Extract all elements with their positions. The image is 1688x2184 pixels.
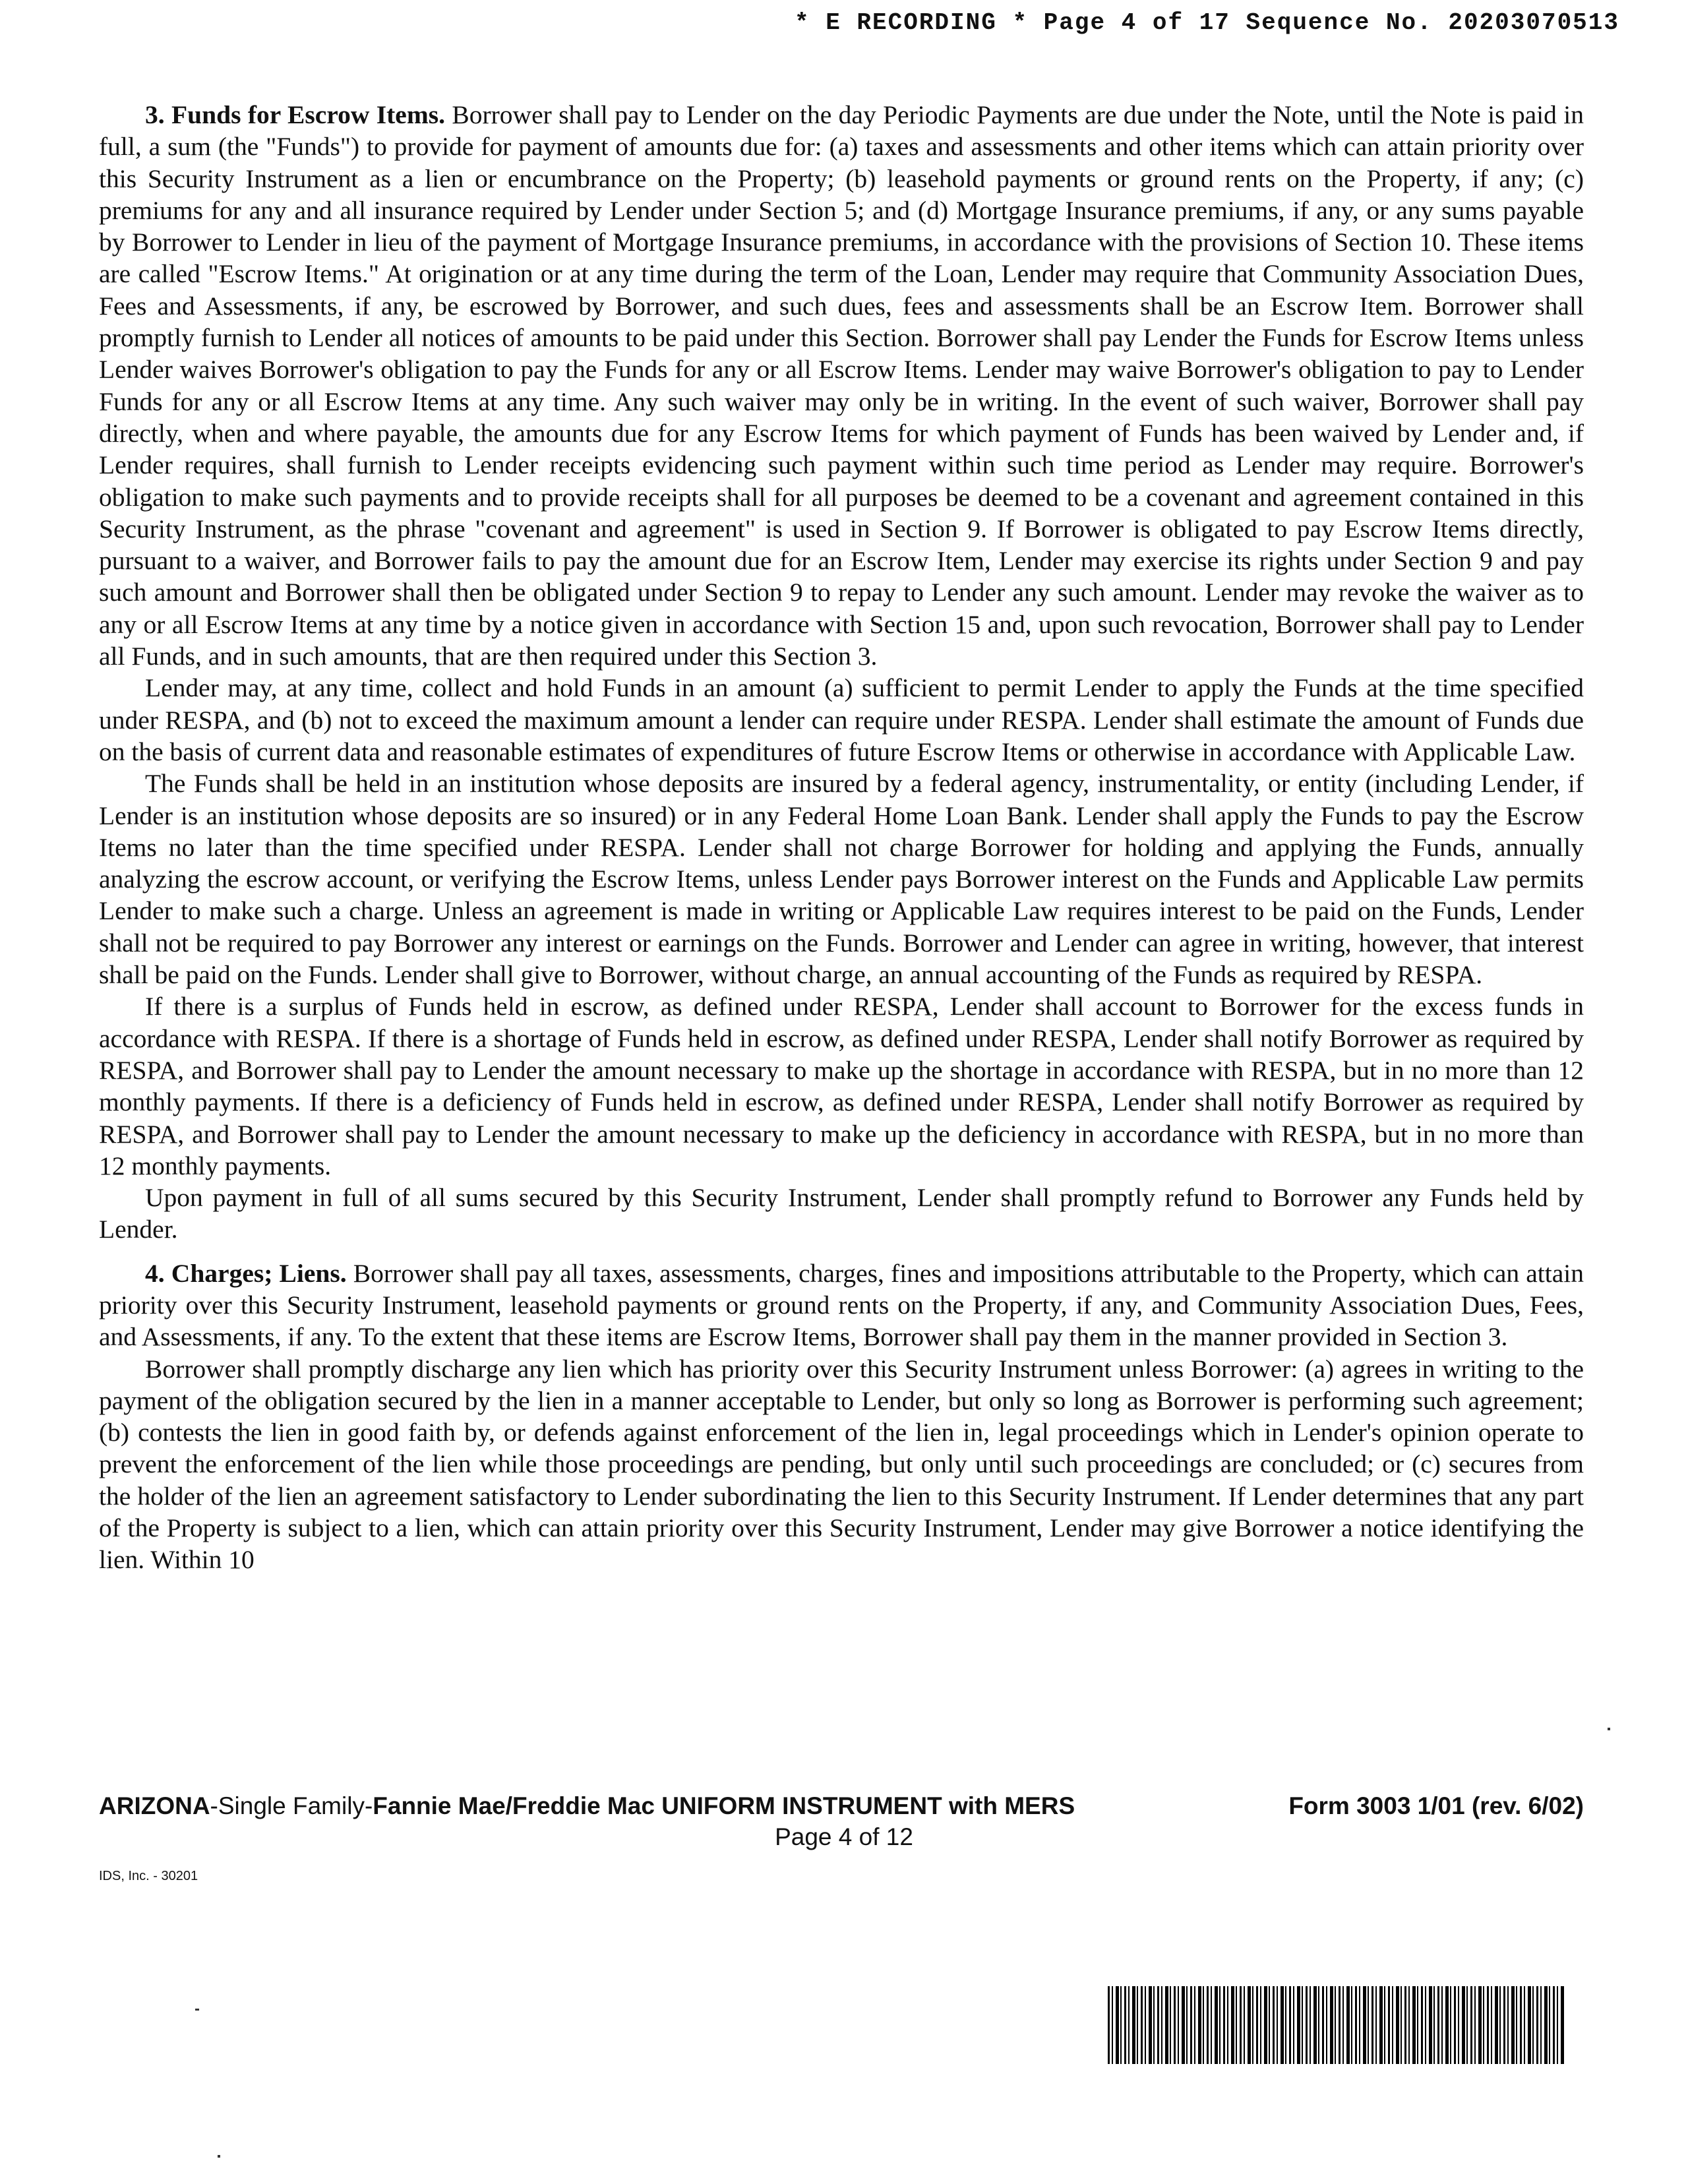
footer-page-number: Page 4 of 12 [775,1823,913,1850]
scan-speck [1608,1728,1610,1730]
section-3-paragraph-2: Lender may, at any time, collect and hold Funds in an amount (a) sufficient to permit Lender to apply the Funds at the time specified under RESPA, and (b) not to exceed the maximum amount a lender can require under RESPA. Lender shall estimate the amount of Funds due on the basis of current data and reasonable estimates of expenditures of future Escrow Items or otherwise in accordance with Applicable Law. [99,673,1584,766]
section-4-heading: 4. Charges; Liens. [145,1258,347,1288]
section-3-paragraph-3: The Funds shall be held in an institution whose deposits are insured by a federal agency, instrumentality, or entity (including Lender, if Lender is an institution whose deposits are so insured) or in any Federal Home Loan Bank. Lender shall apply the Funds to pay the Escrow Items no later than the time specified under RESPA. Lender shall not charge Borrower for holding and applying the Funds, annually analyzing the escrow account, or verifying the Escrow Items, unless Lender pays Borrower interest on the Funds and Applicable Law permits Lender to make such a charge. Unless an agreement is made in writing or Applicable Law requires interest to be paid on the Funds, Lender shall not be required to pay Borrower any interest or earnings on the Funds. Borrower and Lender can agree in writing, however, that interest shall be paid on the Funds. Lender shall give to Borrower, without charge, an annual accounting of the Funds as required by RESPA. [99,769,1584,990]
footer-instrument: Fannie Mae/Freddie Mac UNIFORM INSTRUMENT with MERS [373,1792,1075,1819]
barcode-graphic [1108,1986,1564,2064]
document-body [99,99,1584,1576]
section-4-paragraph-2: Borrower shall promptly discharge any lien which has priority over this Security Instrument unless Borrower: (a) agrees in writing to the payment of the obligation secured by the lien in a manner acceptable to Lender, but only so long as Borrower is performing such agreement; (b) contests the lien in good faith by, or defends against enforcement of the lien in, legal proceedings which in Lender's opinion operate to prevent the enforcement of the lien while those proceedings are pending, but only until such proceedings are concluded; or (c) secures from the holder of the lien an agreement satisfactory to Lender subordinating the lien to this Security Instrument. If Lender determines that any part of the Property is subject to a lien, which can attain priority over this Security Instrument, Lender may give Borrower a notice identifying the lien. Within 10 [99,1354,1584,1575]
footer-form-id: Form 3003 1/01 (rev. 6/02) [1288,1792,1584,1819]
footer-state: ARIZONA [99,1792,210,1819]
scan-speck [195,2009,199,2011]
footer-description: -Single Family- [210,1792,373,1819]
section-3-heading: 3. Funds for Escrow Items. [145,100,445,129]
section-4-text-1: Borrower shall pay all taxes, assessments, charges, fines and impositions attributable to the Property, which can attain priority over this Security Instrument, leasehold payments or ground rents on the Property, if any, and Community Association Dues, Fees, and Assessments, if any. To the extent that these items are Escrow Items, Borrower shall pay them in the manner provided in Section 3. [99,1258,1584,1352]
vendor-code: IDS, Inc. - 30201 [99,1869,198,1883]
section-4-paragraph-1 [99,1258,1584,1353]
section-3-paragraph-1 [99,99,1584,672]
scan-speck [218,2155,220,2158]
recording-header: * E RECORDING * Page 4 of 17 Sequence No. 20203070513 [795,9,1619,36]
section-3-text-1: Borrower shall pay to Lender on the day Periodic Payments are due under the Note, until the Note is paid in full, a sum (the "Funds") to provide for payment of amounts due for: (a) taxes and assessments and other items which can attain priority over this Security Instrument as a lien or encumbrance on the Property; (b) leasehold payments or ground rents on the Property, if any; (c) premiums for any and all insurance required by Lender under Section 5; and (d) Mortgage Insurance premiums, if any, or any sums payable by Borrower to Lender in lieu of the payment of Mortgage Insurance premiums, in accordance with the provisions of Section 10. These items are called "Escrow Items." At origination or at any time during the term of the Loan, Lender may require that Community Association Dues, Fees and Assessments, if any, be escrowed by Borrower, and such dues, fees and assessments shall be an Escrow Item. Borrower shall promptly furnish to Lender all notices of amounts to be paid under this Section. Borrower shall pay Lender the Funds for Escrow Items unless Lender waives Borrower's obligation to pay the Funds for any or all Escrow Items. Lender may waive Borrower's obligation to pay to Lender Funds for any or all Escrow Items at any time. Any such waiver may only be in writing. In the event of such waiver, Borrower shall pay directly, when and where payable, the amounts due for any Escrow Items for which payment of Funds has been waived by Lender and, if Lender requires, shall furnish to Lender receipts evidencing such payment within such time period as Lender may require. Borrower's obligation to make such payments and to provide receipts shall for all purposes be deemed to be a covenant and agreement contained in this Security Instrument, as the phrase "covenant and agreement" is used in Section 9. If Borrower is obligated to pay Escrow Items directly, pursuant to a waiver, and Borrower fails to pay the amount due for an Escrow Item, Lender may exercise its rights under Section 9 and pay such amount and Borrower shall then be obligated under Section 9 to repay to Lender any such amount. Lender may revoke the waiver as to any or all Escrow Items at any time by a notice given in accordance with Section 15 and, upon such revocation, Borrower shall pay to Lender all Funds, and in such amounts, that are then required under this Section 3. [99,100,1584,671]
section-3-paragraph-4: If there is a surplus of Funds held in escrow, as defined under RESPA, Lender shall account to Borrower for the excess funds in accordance with RESPA. If there is a shortage of Funds held in escrow, as defined under RESPA, Lender shall notify Borrower as required by RESPA, and Borrower shall pay to Lender the amount necessary to make up the shortage in accordance with RESPA, but in no more than 12 monthly payments. If there is a deficiency of Funds held in escrow, as defined under RESPA, Lender shall notify Borrower as required by RESPA, and Borrower shall pay to Lender the amount necessary to make up the deficiency in accordance with RESPA, but in no more than 12 monthly payments. [99,992,1584,1180]
section-3-paragraph-5: Upon payment in full of all sums secured by this Security Instrument, Lender shall promptly refund to Borrower any Funds held by Lender. [99,1183,1584,1244]
form-footer [99,1792,1584,1820]
